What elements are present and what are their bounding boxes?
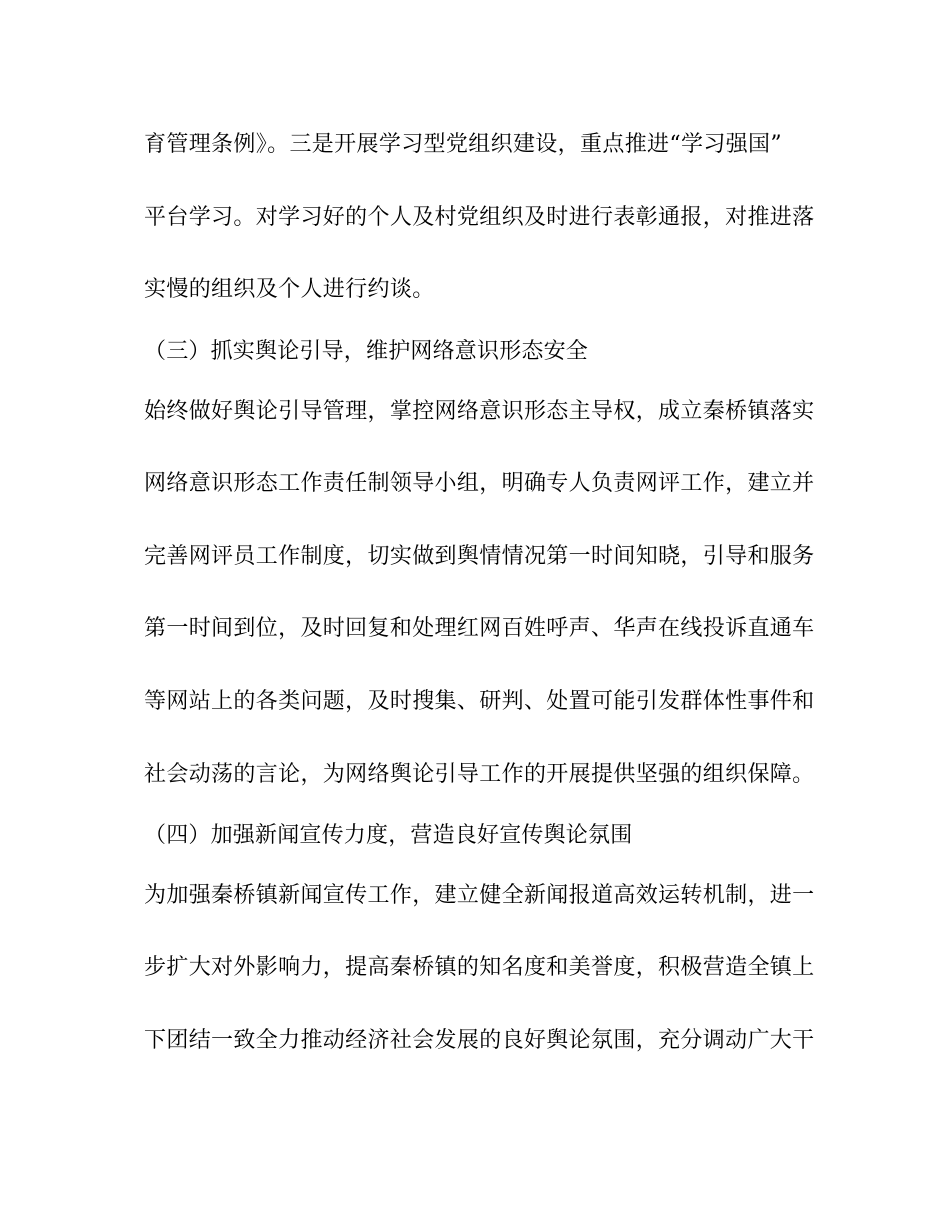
section-heading: （三）抓实舆论引导，维护网络意识形态安全 (144, 339, 589, 364)
paragraph-line: 始终做好舆论引导管理，掌控网络意识形态主导权，成立秦桥镇落实 (144, 399, 815, 424)
paragraph-line: 第一时间到位，及时回复和处理红网百姓呼声、华声在线投诉直通车 (144, 616, 815, 641)
paragraph-line: 下团结一致全力推动经济社会发展的良好舆论氛围，充分调动广大干 (144, 1028, 815, 1053)
paragraph-line: 完善网评员工作制度，切实做到舆情情况第一时间知晓，引导和服务 (144, 544, 815, 569)
paragraph-line: 育管理条例》。三是开展学习型党组织建设，重点推进“学习强国” (144, 132, 782, 157)
paragraph-line: 步扩大对外影响力，提高秦桥镇的知名度和美誉度，积极营造全镇上 (144, 955, 815, 980)
paragraph-line: 网络意识形态工作责任制领导小组，明确专人负责网评工作，建立并 (144, 471, 815, 496)
paragraph-line: 社会动荡的言论，为网络舆论引导工作的开展提供坚强的组织保障。 (144, 762, 815, 787)
paragraph-line: 平台学习。对学习好的个人及村党组织及时进行表彰通报，对推进落 (144, 205, 815, 230)
paragraph-line: 实慢的组织及个人进行约谈。 (144, 277, 435, 302)
paragraph-line: 为加强秦桥镇新闻宣传工作，建立健全新闻报道高效运转机制，进一 (144, 883, 815, 908)
paragraph-line: 等网站上的各类问题，及时搜集、研判、处置可能引发群体性事件和 (144, 689, 815, 714)
section-heading: （四）加强新闻宣传力度，营造良好宣传舆论氛围 (144, 823, 633, 848)
